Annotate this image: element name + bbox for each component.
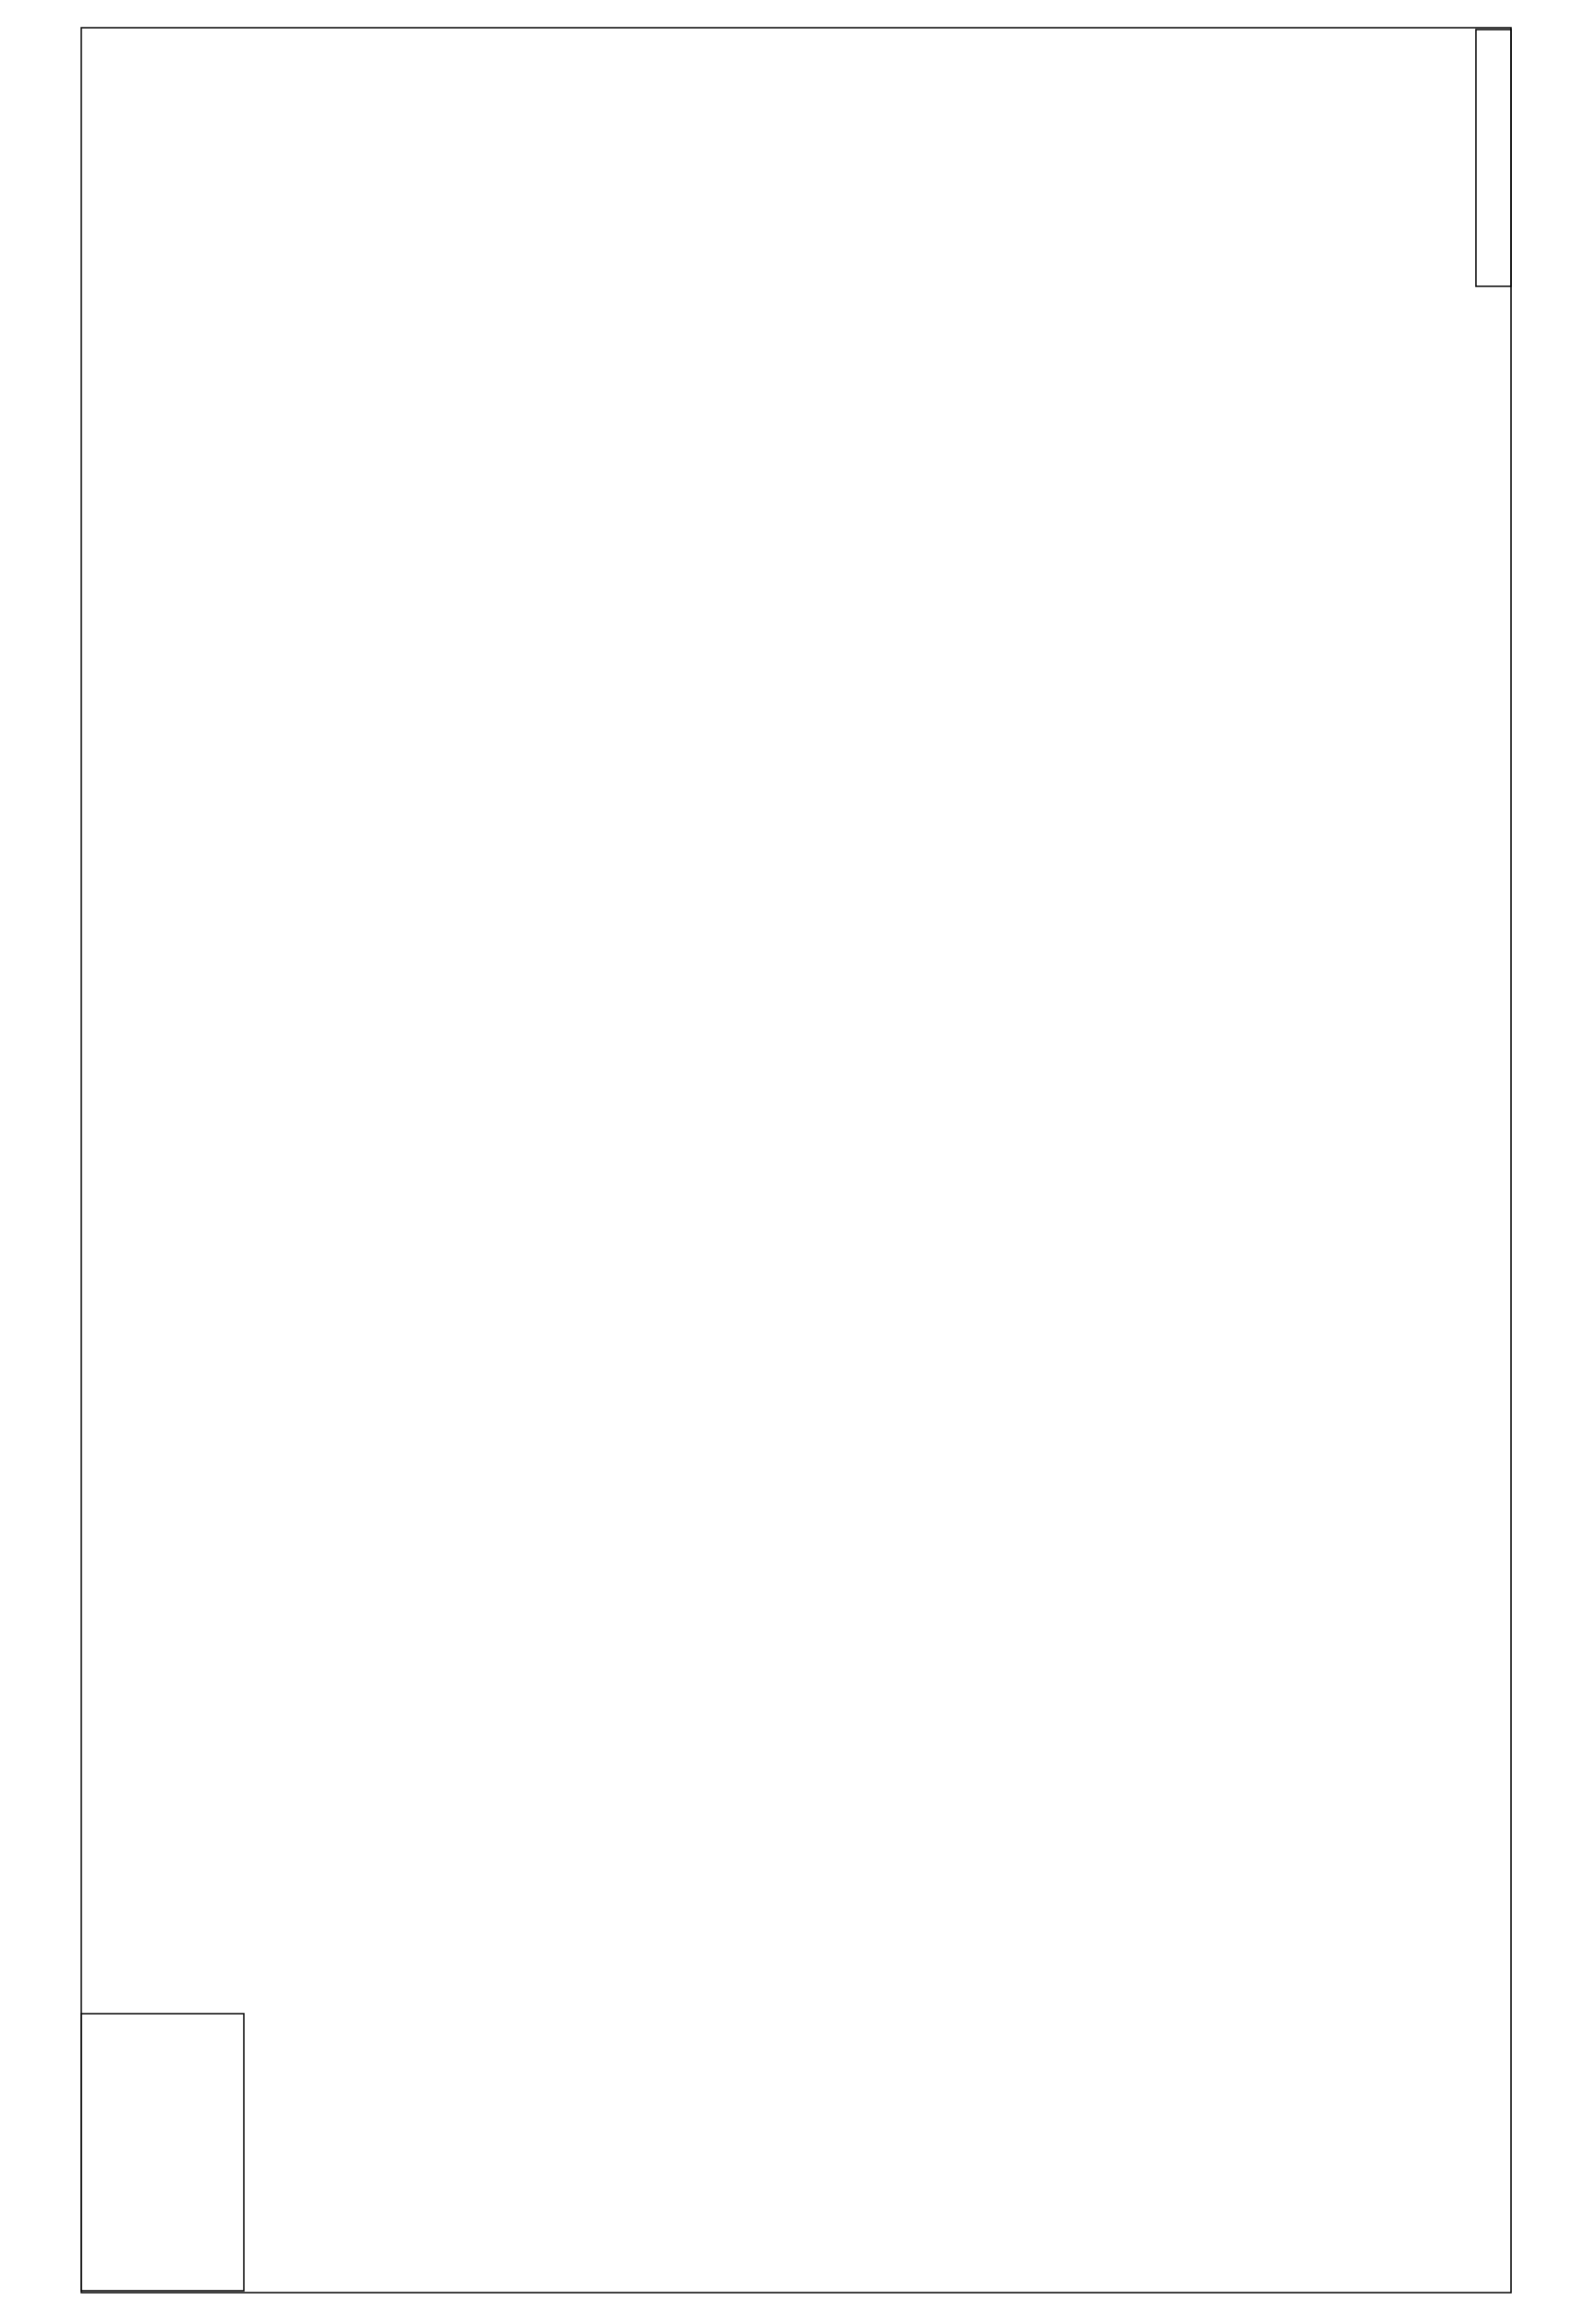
header-top <box>1476 30 1511 286</box>
header-bottom <box>81 2014 244 2291</box>
map-frame <box>81 28 1511 2293</box>
